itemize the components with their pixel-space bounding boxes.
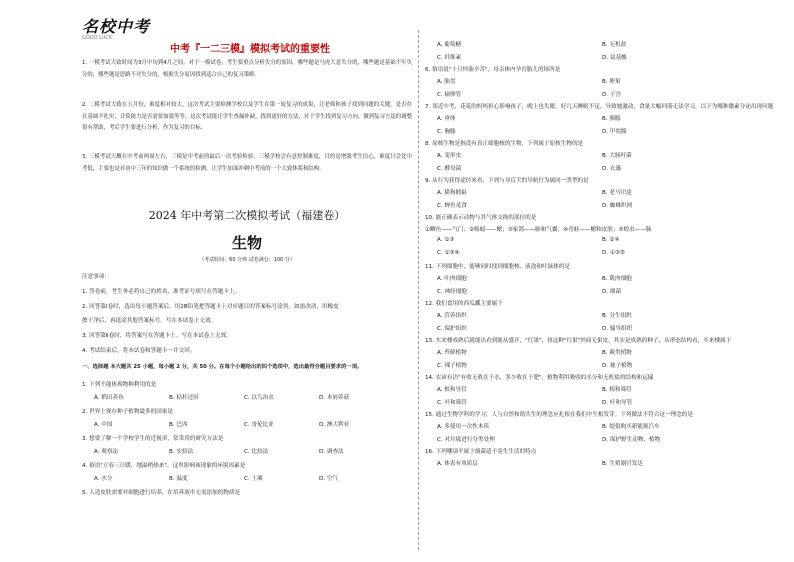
answer-option[interactable]: C. 酵母菌: [437, 165, 462, 172]
answer-option[interactable]: C. 哥伦比亚: [244, 422, 274, 428]
answer-option[interactable]: D. 子宫: [602, 91, 622, 98]
answer-option[interactable]: B. 生殖器官发达: [602, 461, 643, 467]
question-stem: 8. 原核生物是指没有真正细胞核的生物，下列属于原核生物的是: [425, 141, 584, 147]
question-stem: 2. 世界上现存种子植物最多的国家是: [82, 409, 174, 415]
question-stem: 12. 我们食用的西瓜瓤主要属于: [425, 301, 503, 307]
answer-option[interactable]: C. 比较法: [244, 449, 269, 455]
question-stem: 10. 能正确表示动物与其气体交换的部位的是: [425, 215, 537, 221]
answer-option[interactable]: D. 蜘蛛织网: [602, 202, 633, 209]
logo-subtext: GOOD LUCK: [82, 35, 113, 41]
answer-option[interactable]: D. 细菌: [602, 288, 622, 295]
answer-option[interactable]: C. 保护组织: [437, 325, 467, 332]
answer-option[interactable]: B. 无机盐: [602, 42, 627, 48]
question-stem: 13. 买来楼成熟后就能出看到能从盛开，"红果"，扭这种"红果"外面无果皮，其实是成熟的种子，从形态结构看，买来楼属于: [425, 338, 732, 344]
answer-option[interactable]: D. 澳大利亚: [319, 422, 350, 428]
answer-option[interactable]: C. 神经细胞: [437, 288, 467, 295]
answer-option[interactable]: C. 输卵管: [437, 91, 462, 98]
notice-paragraph-2: 2. 二模考试大致在五月份，难度相对较大。这次考试主要检测学校以及学生在第一轮复习的成果，让老师和孩子找到问题的关键，是否存在基础不扎实，计算能力是否需要加强等等。这次考试能让学生查漏补缺，找到更好的方法，对于学生找到复习方向，做到复习方法的调整很有帮助，考后学生要进行分析，作为复习的目标。: [82, 102, 412, 131]
answer-option[interactable]: B. 提倡购买新能源汽车: [602, 424, 660, 430]
answer-option[interactable]: B. 温度: [169, 476, 188, 482]
answer-option[interactable]: B. 秸秆还田: [169, 395, 199, 401]
answer-option[interactable]: D. 衣藻: [602, 165, 622, 172]
column-divider: [418, 30, 419, 550]
note-line: 4. 考试结束后，将本试卷和答题卡一并交回。: [82, 348, 196, 354]
question-stem: 5. 人造皮肤需要对细胞进行培养，在培养液中无需添加的物质是: [82, 490, 241, 496]
answer-option[interactable]: A. 营养组织: [437, 313, 467, 319]
answer-option[interactable]: A. 体表有角质层: [437, 461, 478, 467]
answer-option[interactable]: D. 被子植物: [602, 362, 633, 369]
answer-option[interactable]: D. 氨基酸: [602, 54, 627, 61]
question-stem: 14. 农谚有语"有收无收在于水，多少收在于肥"，植物利用吸收的水分和无机盐的结构和运输: [425, 375, 654, 381]
question-stem: 9. 从行为获得途径来看，下列与导盲犬的导航行为属同一类型的是: [425, 178, 589, 184]
answer-option[interactable]: A. 观察法: [94, 449, 119, 455]
question-stem: ①鲫鱼——气门；②蚯蚓——鳃；③家鸽——肺和气囊；④青蛙——鳃和皮肤；⑤蝗虫——肺: [425, 227, 652, 233]
answer-option[interactable]: B. 大肠杆菌: [602, 153, 632, 159]
question-stem: 16. 下列哪项不属于细菌适于寄生生活的特点: [425, 449, 537, 455]
answer-option[interactable]: D. 空气: [319, 476, 339, 482]
answer-option[interactable]: A. 水分: [94, 476, 113, 482]
answer-option[interactable]: C. 叶和筛管: [437, 399, 467, 406]
question-stem: 4. 俗语"立春三日暖，地温梢热来"，这里影响该现象的环境因素是: [82, 463, 246, 469]
answer-option[interactable]: A. 中国: [94, 422, 113, 428]
answer-option[interactable]: A. 猫狗捕鼠: [437, 190, 467, 196]
note-line: 3. 回答第Ⅱ卷时，将答案写在答题卡上。写在本试卷上无效。: [82, 333, 232, 339]
question-stem: 6. 俗语说"十月怀胎辛苦"，母亲体内孕育胎儿的场所是: [425, 67, 561, 73]
answer-option[interactable]: B. 胰腺: [602, 116, 621, 122]
notice-paragraph-3: 3. 三模考试大概在中考前两周左右，三模是中考前的最后一次考验检验。三模学校会有意控制难度，目的是增强考生信心，难度只会比中考低，主要也是对初中三年的知识做一个系统的检测，让学生加油冲刺中考前的一个大致体系和结构。: [82, 154, 412, 172]
exam-title: 2024 年中考第二次模拟考试（福建卷）: [148, 209, 346, 222]
brand-logo: [82, 14, 162, 44]
answer-option[interactable]: B. 老马识途: [602, 190, 632, 196]
answer-option[interactable]: D. 甲状腺: [602, 128, 627, 135]
answer-option[interactable]: D. ①③⑤: [602, 249, 625, 256]
note-line: 2. 回答第Ⅰ卷时，选出每小题答案后，用2B铅笔把答题卡上对应题目的答案标号涂黑。如需改动，用橡皮: [82, 304, 339, 310]
logo-text: 名校中考: [82, 17, 151, 36]
answer-option[interactable]: A. ①③: [437, 237, 455, 243]
answer-option[interactable]: D. 叶和导管: [602, 399, 633, 406]
answer-option[interactable]: A. 葡萄糖: [437, 42, 462, 48]
note-line: 擦干净后，再选涂其他答案标号。写在本试卷上无效。: [82, 318, 217, 324]
answer-option[interactable]: A. 垂体: [437, 116, 456, 122]
question-stem: 15. 通过生物学科的学习，人与自然和谐共生的理念应扎根在我们中生根发芽。下列做法不符合这一理念的是: [425, 412, 693, 418]
answer-option[interactable]: B. 巴西: [169, 422, 188, 428]
answer-option[interactable]: C. 以鸟治虫: [244, 395, 274, 401]
answer-option[interactable]: B. 分生组织: [602, 313, 632, 319]
note-line: 1. 答卷前，考生务必将自己的姓名、准考证号填写在答题卡上。: [82, 289, 241, 295]
answer-option[interactable]: D. 保护野生动物、植物: [602, 436, 661, 443]
answer-option[interactable]: C. ①③④: [437, 249, 460, 256]
notes-heading: 注意事项：: [82, 274, 110, 280]
answer-option[interactable]: A. 根和导管: [437, 387, 467, 393]
answer-option[interactable]: A. 胎盘: [437, 79, 456, 85]
answer-option[interactable]: B. 肌肉细胞: [602, 276, 632, 282]
notice-paragraph-1: 1. 一模考试大致时间为3月中旬到4月之间。对于一模试卷，考生要重点分析失分的原因，哪些题是马虎大意失分的，哪些题是基础不牢失分的，哪些题是思路不对失分的，根据失分原因找到适合自己的复习策略。: [82, 60, 412, 78]
answer-option[interactable]: C. 胸腺: [437, 128, 456, 135]
question-stem: 7. 邻近中考，花花的妈妈担心影响孩子，晚上也失眠，好几天睡眠不足，导致她激动，食量大幅回落无法学习，以下为哪种激素分泌出现问题: [425, 104, 774, 110]
question-stem: 1. 下列不能体现物种利用的是: [82, 382, 157, 388]
answer-option[interactable]: B. 蕨类植物: [602, 350, 632, 356]
question-stem: 11. 下列细胞中，能够同时找到细胞核、液泡和叶绿体的是: [425, 264, 570, 270]
answer-option[interactable]: C. 裸子植物: [437, 362, 467, 369]
answer-option[interactable]: C. 纤维素: [437, 54, 462, 61]
answer-option[interactable]: A. 叶肉细胞: [437, 276, 467, 282]
answer-option[interactable]: C. 对垃圾进行分类处理: [437, 436, 495, 443]
answer-option[interactable]: B. 根和筛管: [602, 387, 632, 393]
answer-option[interactable]: C. 蝉鱼觅食: [437, 202, 467, 209]
answer-option[interactable]: B. ②④: [602, 237, 620, 243]
answer-option[interactable]: C. 土壤: [244, 476, 263, 482]
exam-meta: （考试时间：60 分钟 试卷满分：100 分）: [199, 257, 295, 263]
answer-option[interactable]: B. 实验法: [169, 449, 194, 455]
answer-option[interactable]: D. 调查法: [319, 449, 344, 455]
section-heading: 一、选择题 本大题共 25 小题，每小题 2 分，共 50 分。在每个小题给出的四个选项中，选出最符合题目要求的一项。: [82, 364, 363, 370]
answer-option[interactable]: A. 苔藓植物: [437, 350, 467, 356]
answer-option[interactable]: B. 卵巢: [602, 79, 621, 85]
exam-subject: 生物: [231, 234, 262, 252]
answer-option[interactable]: D. 输导组织: [602, 325, 633, 332]
answer-option[interactable]: A. 变形虫: [437, 153, 462, 159]
answer-option[interactable]: A. 多使用一次性木筷: [437, 424, 490, 430]
answer-option[interactable]: A. 稻田养鱼: [94, 395, 124, 401]
notice-title: 中考『一二三模』模拟考试的重要性: [170, 44, 330, 55]
question-stem: 3. 想要了解一个学校学生的近视率，常采用的研究方法是: [82, 436, 224, 442]
answer-option[interactable]: D. 木屑养菇: [319, 395, 350, 401]
